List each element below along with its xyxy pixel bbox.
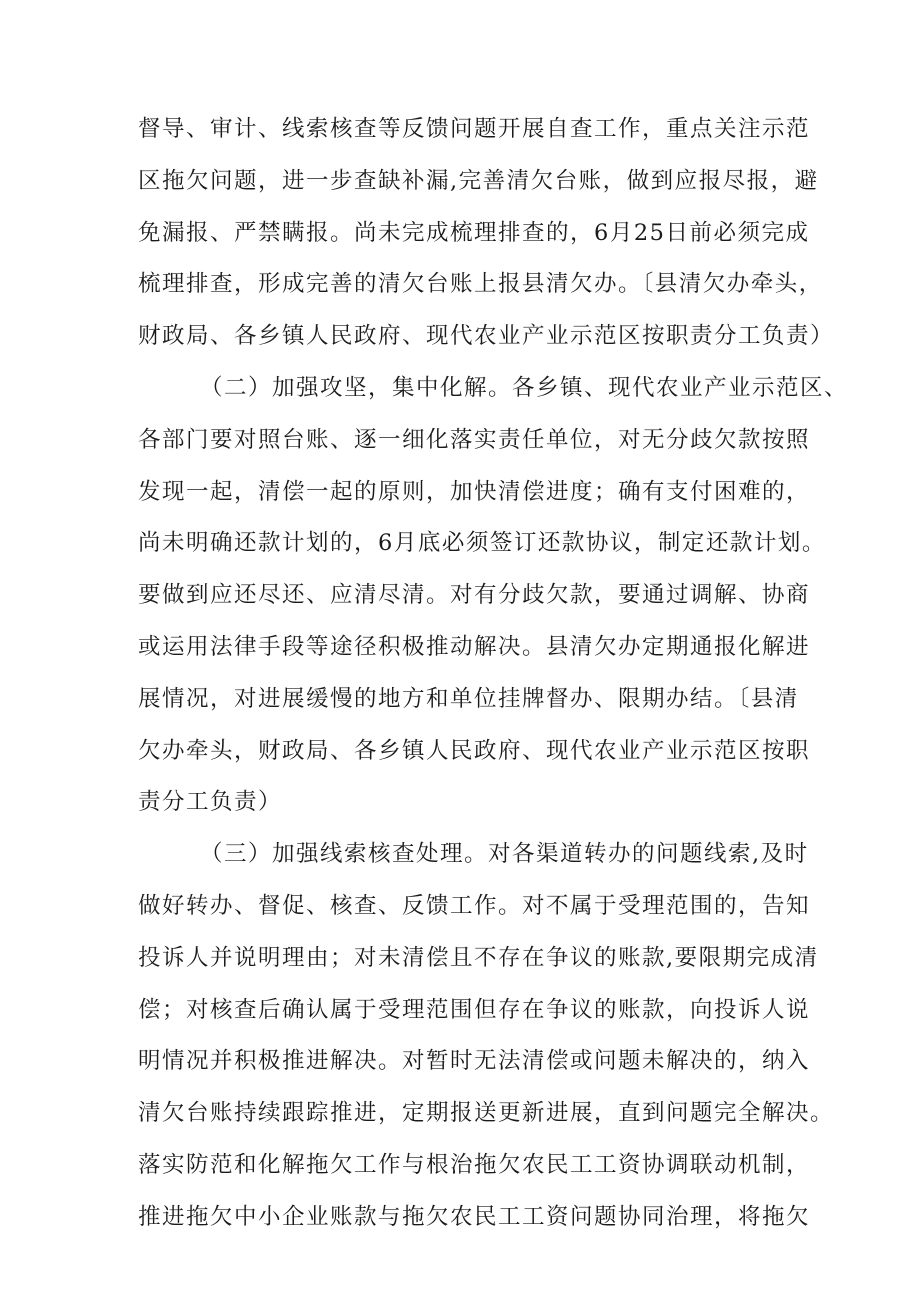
text-line: 明情况并积极推进解决。对暂时无法清偿或问题未解决的，纳入 [138,1048,811,1075]
text-line: 责分工负责） [138,789,283,816]
text-line: 梳理排查，形成完善的清欠台账上报县清欠办。〔县清欠办牵头， [138,271,823,298]
text-line: 发现一起，清偿一起的原则，加快清偿进度；确有支付困难的， [138,478,811,505]
text-line: 各部门要对照台账、逐一细化落实责任单位，对无分歧欠款按照 [138,426,811,453]
document-body [138,104,849,1244]
text-line: 展情况，对进展缓慢的地方和单位挂牌督办、限期办结。〔县清 [138,685,799,712]
text-line: 落实防范和化解拖欠工作与根治拖欠农民工工资协调联动机制， [138,1151,811,1178]
section-heading-line: （三）加强线索核查处理。对各渠道转办的问题线索,及时 [200,841,809,868]
text-line: 免漏报、严禁瞒报。尚未完成梳理排查的，6月25日前必须完成 [138,219,810,246]
text-line: 要做到应还尽还、应清尽清。对有分歧欠款，要通过调解、协商 [138,582,811,609]
section-heading-line: （二）加强攻坚，集中化解。各乡镇、现代农业产业示范区、 [200,374,849,401]
text-line: 做好转办、督促、核查、反馈工作。对不属于受理范围的，告知 [138,892,811,919]
text-line: 清欠台账持续跟踪推进，定期报送更新进展，直到问题完全解决。 [138,1100,835,1127]
text-line: 偿；对核查后确认属于受理范围但存在争议的账款，向投诉人说 [138,996,811,1023]
text-line: 尚未明确还款计划的，6月底必须签订还款协议，制定还款计划。 [138,530,826,557]
text-line: 督导、审计、线索核查等反馈问题开展自查工作，重点关注示范 [138,116,811,142]
text-line: 投诉人并说明理由；对未清偿且不存在争议的账款,要限期完成清 [138,944,819,971]
text-line: 或运用法律手段等途径积极推动解决。县清欠办定期通报化解进 [138,633,811,660]
text-line: 财政局、各乡镇人民政府、现代农业产业示范区按职责分工负责） [138,323,835,350]
text-line: 欠办牵头，财政局、各乡镇人民政府、现代农业产业示范区按职 [138,737,811,764]
text-line: 区拖欠问题，进一步查缺补漏,完善清欠台账，做到应报尽报，避 [138,167,819,194]
text-line: 推进拖欠中小企业账款与拖欠农民工工资问题协同治理，将拖欠 [138,1203,811,1230]
